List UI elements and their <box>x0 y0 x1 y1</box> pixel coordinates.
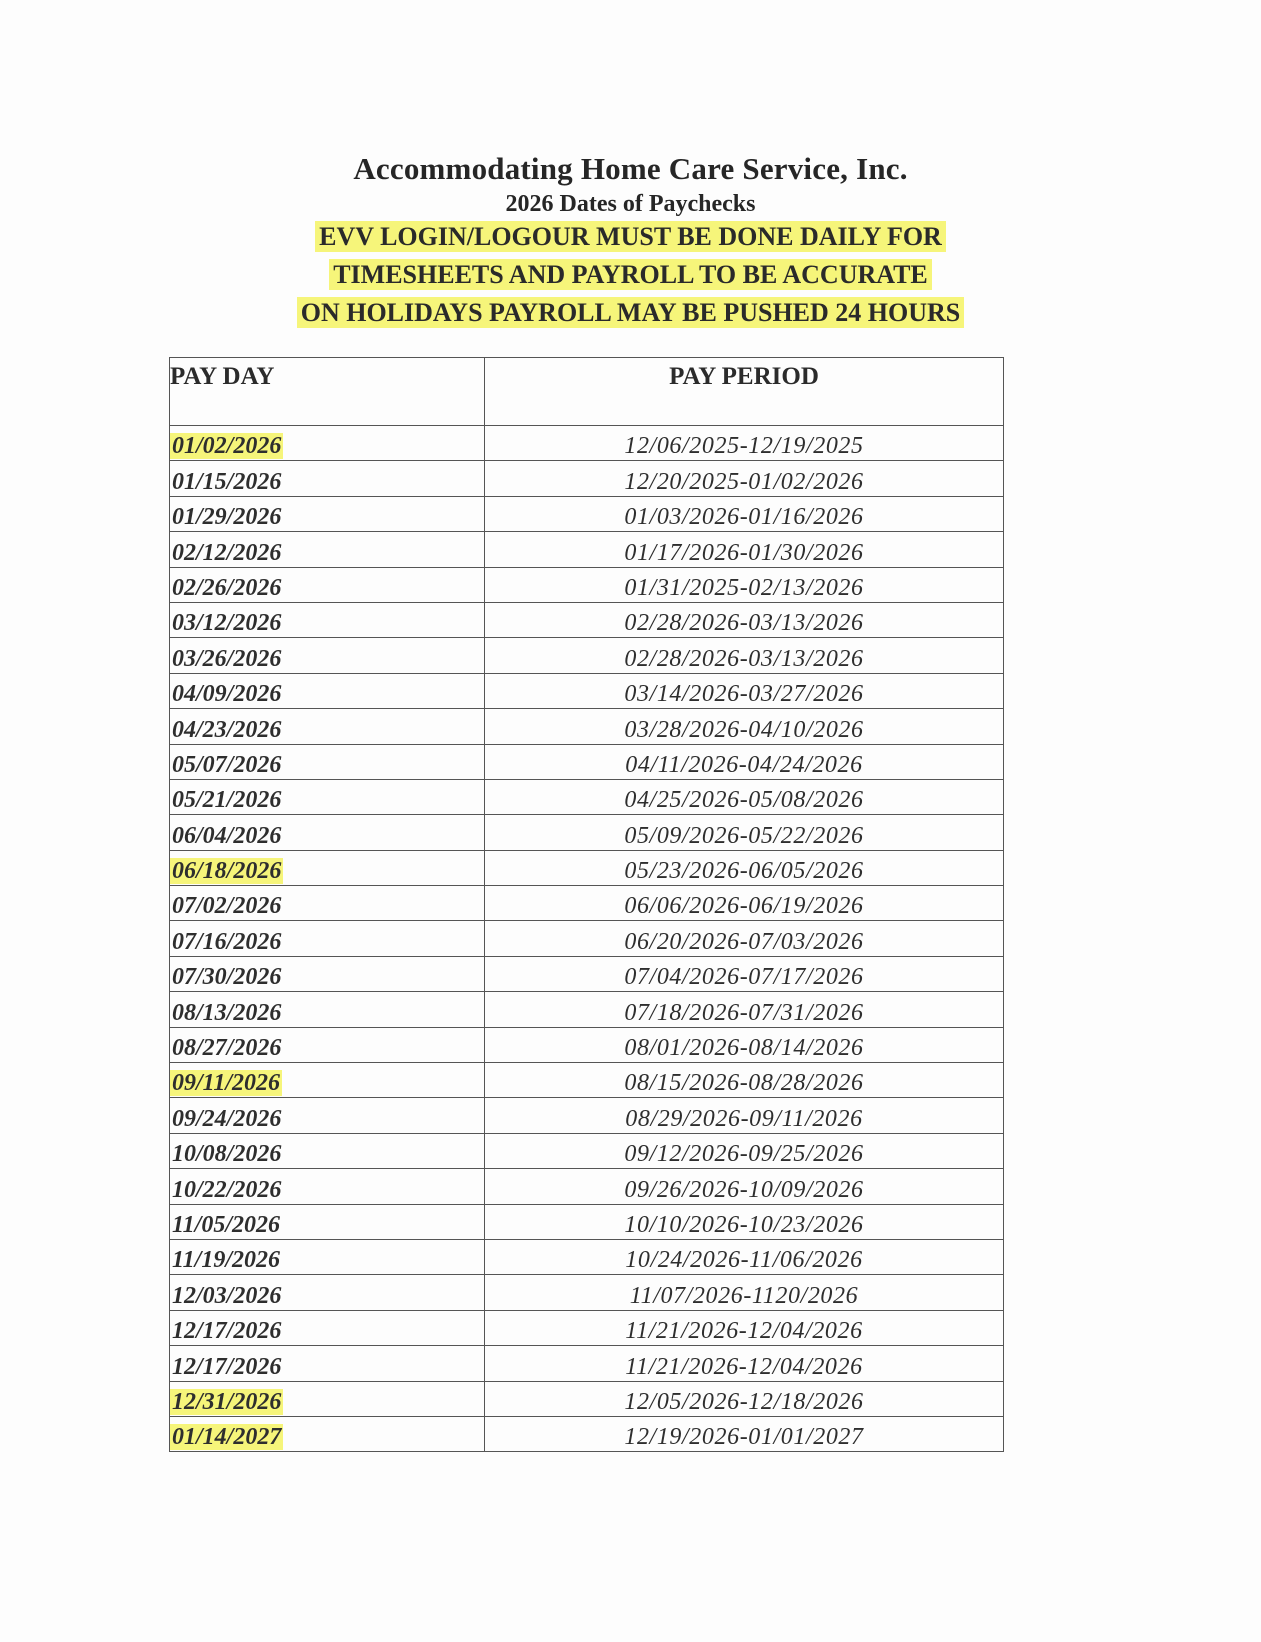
pay-day-cell <box>170 850 485 885</box>
document-subtitle: 2026 Dates of Paychecks <box>505 191 756 217</box>
pay-period-cell: 06/06/2026-06/19/2026 <box>485 886 1004 921</box>
pay-day-date-highlighted: 12/31/2026 <box>172 1388 282 1415</box>
pay-period-cell: 06/20/2026-07/03/2026 <box>485 921 1004 956</box>
table-row <box>170 1027 1004 1062</box>
notice-text: TIMESHEETS AND PAYROLL TO BE ACCURATE <box>329 259 932 290</box>
table-row <box>170 1063 1004 1098</box>
table-row <box>170 709 1004 744</box>
pay-day-date: 04/09/2026 <box>172 681 282 708</box>
notice-line <box>0 220 1261 258</box>
table-row <box>170 567 1004 602</box>
pay-period-cell: 12/05/2026-12/18/2026 <box>485 1381 1004 1416</box>
pay-day-cell <box>170 1204 485 1239</box>
pay-day-cell <box>170 1063 485 1098</box>
pay-period-cell: 11/21/2026-12/04/2026 <box>485 1346 1004 1381</box>
pay-day-date: 03/26/2026 <box>172 645 282 672</box>
pay-day-cell <box>170 426 485 461</box>
pay-period-cell: 12/20/2025-01/02/2026 <box>485 461 1004 496</box>
table-row <box>170 886 1004 921</box>
table-row <box>170 1204 1004 1239</box>
table-header-row <box>170 358 1004 426</box>
pay-period-cell: 09/12/2026-09/25/2026 <box>485 1133 1004 1168</box>
table-row <box>170 956 1004 991</box>
pay-day-cell <box>170 638 485 673</box>
table-row <box>170 426 1004 461</box>
pay-day-date: 05/07/2026 <box>172 751 282 778</box>
pay-day-cell <box>170 1239 485 1274</box>
pay-period-cell: 09/26/2026-10/09/2026 <box>485 1169 1004 1204</box>
pay-day-date: 08/27/2026 <box>172 1035 282 1062</box>
pay-day-date: 12/17/2026 <box>172 1353 282 1380</box>
pay-period-cell: 10/10/2026-10/23/2026 <box>485 1204 1004 1239</box>
table-row <box>170 815 1004 850</box>
pay-period-cell: 07/18/2026-07/31/2026 <box>485 992 1004 1027</box>
pay-period-cell: 08/15/2026-08/28/2026 <box>485 1063 1004 1098</box>
pay-period-cell: 08/29/2026-09/11/2026 <box>485 1098 1004 1133</box>
pay-period-cell: 01/17/2026-01/30/2026 <box>485 532 1004 567</box>
notice-line <box>0 258 1261 296</box>
pay-day-cell <box>170 815 485 850</box>
pay-period-cell: 12/19/2026-01/01/2027 <box>485 1416 1004 1451</box>
pay-day-cell <box>170 1310 485 1345</box>
pay-day-date-highlighted: 01/02/2026 <box>172 433 282 460</box>
pay-period-cell: 04/11/2026-04/24/2026 <box>485 744 1004 779</box>
pay-day-cell <box>170 744 485 779</box>
pay-day-date: 03/12/2026 <box>172 610 282 637</box>
pay-day-cell <box>170 1416 485 1451</box>
notice-line <box>0 296 1261 334</box>
pay-day-cell <box>170 602 485 637</box>
pay-period-cell: 05/09/2026-05/22/2026 <box>485 815 1004 850</box>
column-header-pay-period: PAY PERIOD <box>485 358 1004 426</box>
pay-day-cell <box>170 779 485 814</box>
pay-period-cell: 01/03/2026-01/16/2026 <box>485 496 1004 531</box>
pay-day-cell <box>170 461 485 496</box>
pay-day-date: 05/21/2026 <box>172 787 282 814</box>
pay-day-date: 04/23/2026 <box>172 716 282 743</box>
pay-day-date: 12/17/2026 <box>172 1318 282 1345</box>
table-row <box>170 1275 1004 1310</box>
pay-day-date: 06/04/2026 <box>172 822 282 849</box>
company-name: Accommodating Home Care Service, Inc. <box>353 151 908 186</box>
pay-period-cell: 11/21/2026-12/04/2026 <box>485 1310 1004 1345</box>
pay-day-cell <box>170 992 485 1027</box>
pay-day-cell <box>170 1346 485 1381</box>
table-row <box>170 1169 1004 1204</box>
table-row <box>170 1416 1004 1451</box>
pay-period-cell: 08/01/2026-08/14/2026 <box>485 1027 1004 1062</box>
table-row <box>170 461 1004 496</box>
pay-day-cell <box>170 532 485 567</box>
table-row <box>170 1239 1004 1274</box>
table-row <box>170 1310 1004 1345</box>
pay-day-date-highlighted: 01/14/2027 <box>172 1424 282 1451</box>
document-header <box>0 150 1261 334</box>
pay-day-cell <box>170 673 485 708</box>
pay-period-cell: 03/14/2026-03/27/2026 <box>485 673 1004 708</box>
pay-period-cell: 02/28/2026-03/13/2026 <box>485 638 1004 673</box>
pay-day-cell <box>170 956 485 991</box>
pay-day-date: 11/05/2026 <box>172 1211 281 1238</box>
table-row <box>170 1098 1004 1133</box>
table-body <box>170 426 1004 1452</box>
pay-day-date: 01/29/2026 <box>172 504 282 531</box>
pay-day-date: 02/12/2026 <box>172 539 282 566</box>
pay-day-cell <box>170 1169 485 1204</box>
pay-day-date: 07/02/2026 <box>172 893 282 920</box>
table-row <box>170 673 1004 708</box>
pay-period-cell: 02/28/2026-03/13/2026 <box>485 602 1004 637</box>
pay-day-date: 02/26/2026 <box>172 574 282 601</box>
pay-day-cell <box>170 886 485 921</box>
pay-day-date: 10/22/2026 <box>172 1176 282 1203</box>
pay-day-cell <box>170 921 485 956</box>
pay-period-cell: 04/25/2026-05/08/2026 <box>485 779 1004 814</box>
pay-day-date: 07/16/2026 <box>172 928 282 955</box>
table-row <box>170 850 1004 885</box>
pay-day-date: 10/08/2026 <box>172 1141 282 1168</box>
pay-day-cell <box>170 496 485 531</box>
notice-block <box>0 220 1261 334</box>
table-row <box>170 744 1004 779</box>
pay-day-date-highlighted: 09/11/2026 <box>172 1070 281 1097</box>
notice-text: EVV LOGIN/LOGOUR MUST BE DONE DAILY FOR <box>315 221 946 252</box>
pay-day-date: 11/19/2026 <box>172 1247 281 1274</box>
pay-day-cell <box>170 1133 485 1168</box>
pay-period-cell: 05/23/2026-06/05/2026 <box>485 850 1004 885</box>
pay-day-date: 12/03/2026 <box>172 1282 282 1309</box>
pay-period-cell: 12/06/2025-12/19/2025 <box>485 426 1004 461</box>
table-row <box>170 602 1004 637</box>
paycheck-schedule-table <box>169 357 1004 1452</box>
table-row <box>170 1381 1004 1416</box>
table-row <box>170 638 1004 673</box>
pay-period-cell: 11/07/2026-1120/2026 <box>485 1275 1004 1310</box>
table-row <box>170 921 1004 956</box>
pay-day-cell <box>170 1098 485 1133</box>
pay-day-cell <box>170 709 485 744</box>
pay-period-cell: 01/31/2025-02/13/2026 <box>485 567 1004 602</box>
notice-text: ON HOLIDAYS PAYROLL MAY BE PUSHED 24 HOURS <box>297 297 965 328</box>
pay-day-date: 09/24/2026 <box>172 1105 282 1132</box>
table-row <box>170 1346 1004 1381</box>
pay-period-cell: 10/24/2026-11/06/2026 <box>485 1239 1004 1274</box>
pay-day-date-highlighted: 06/18/2026 <box>172 858 282 885</box>
pay-day-date: 07/30/2026 <box>172 964 282 991</box>
table-row <box>170 1133 1004 1168</box>
table-row <box>170 992 1004 1027</box>
pay-day-cell <box>170 1381 485 1416</box>
pay-day-date: 01/15/2026 <box>172 468 282 495</box>
table-row <box>170 532 1004 567</box>
pay-day-date: 08/13/2026 <box>172 999 282 1026</box>
table-row <box>170 779 1004 814</box>
table-row <box>170 496 1004 531</box>
pay-period-cell: 07/04/2026-07/17/2026 <box>485 956 1004 991</box>
pay-day-cell <box>170 567 485 602</box>
column-header-pay-day: PAY DAY <box>170 358 485 426</box>
pay-day-cell <box>170 1027 485 1062</box>
pay-day-cell <box>170 1275 485 1310</box>
pay-period-cell: 03/28/2026-04/10/2026 <box>485 709 1004 744</box>
